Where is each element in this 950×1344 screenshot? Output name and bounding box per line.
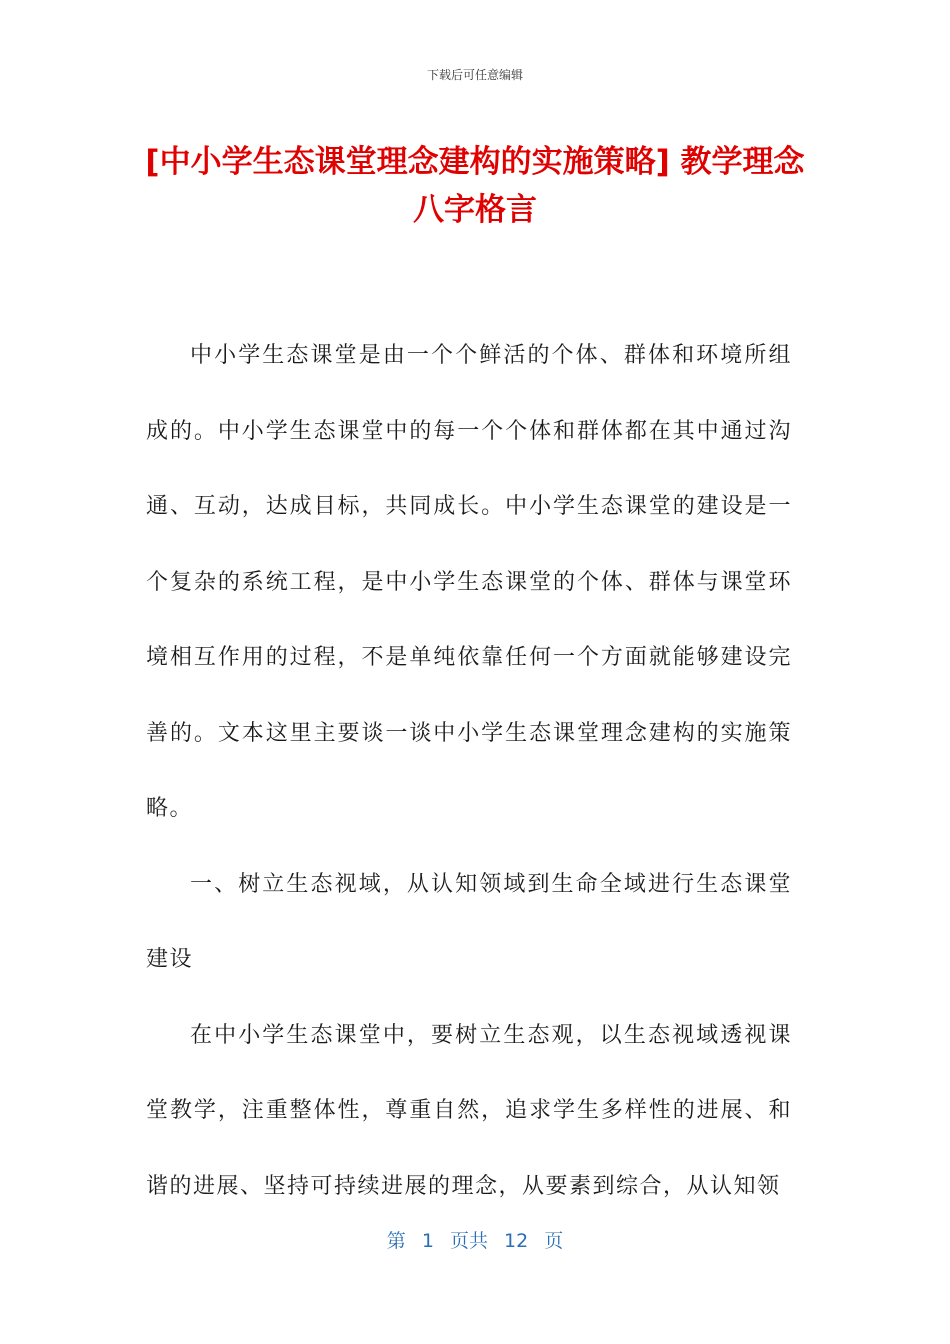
document-body (146, 318, 792, 1224)
document-title: [中小学生态课堂理念建构的实施策略] 教学理念八字格言 (145, 144, 805, 228)
body-paragraph-section-1: 在中小学生态课堂中，要树立生态观，以生态视域透视课堂教学，注重整体性，尊重自然，追求学生多样性的进展、和谐的进展、坚持可持续进展的理念，从要素到综合，从认知领 (146, 1022, 792, 1199)
body-paragraph-intro: 中小学生态课堂是由一个个鲜活的个体、群体和环境所组成的。中小学生态课堂中的每一个个体和群体都在其中通过沟通、互动，达成目标，共同成长。中小学生态课堂的建设是一个复杂的系统工程，是中小学生态课堂的个体、群体与课堂环境相互作用的过程，不是单纯依靠任何一个方面就能够建设完善的。文本这里主要谈一谈中小学生态课堂理念建构的实施策略。 (146, 343, 792, 821)
page-header-note: 下载后可任意编辑 (426, 68, 523, 82)
section-heading-1: 一、树立生态视域，从认知领域到生命全域进行生态课堂建设 (146, 871, 792, 972)
page-number-footer: 第 1 页共 12 页 (386, 1230, 564, 1252)
